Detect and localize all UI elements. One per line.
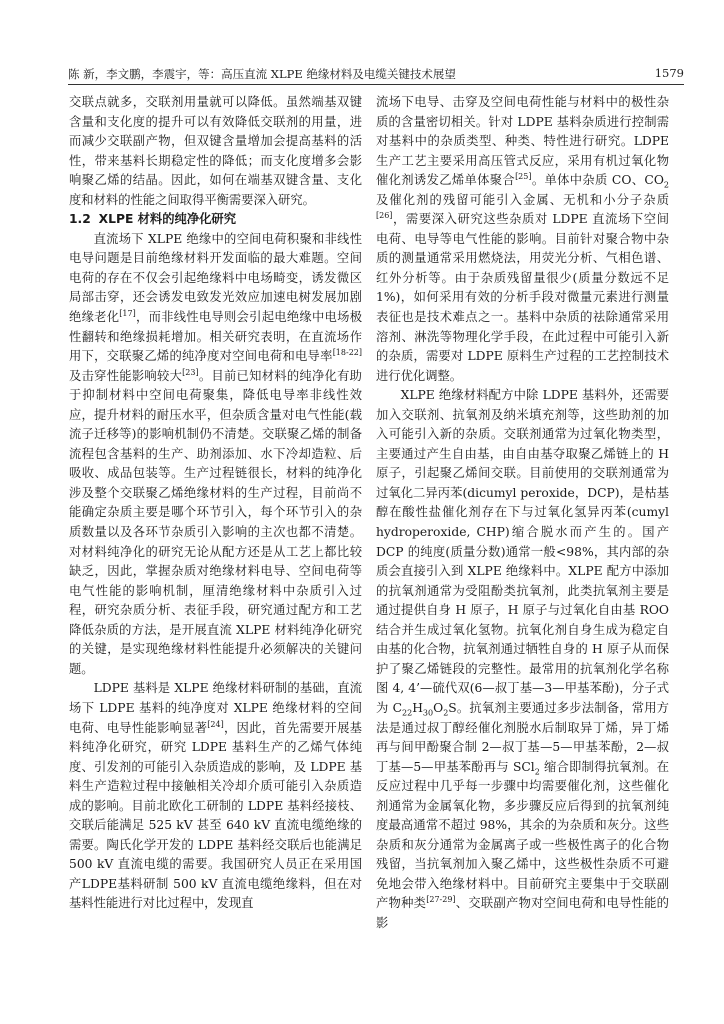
subscript: 2	[663, 180, 669, 190]
paragraph	[69, 679, 362, 914]
citation: [18-22]	[332, 348, 362, 358]
paragraph: 交联点就多，交联剂用量就可以降低。虽然端基双键含量和支化度的提升可以有效降低交联剂的用量，进而减少交联副产物，但双键含量增加会提高基料的活性，带来基料长期稳定性的降低；而支化度增多会影响聚乙烯的结晶。因此，如何在端基双键含量、支化度和材料的性能之间取得平衡需要深入研究。	[69, 95, 362, 207]
page-number: 1579	[654, 66, 684, 80]
left-column	[69, 93, 362, 914]
text-run: LDPE 基料是 XLPE 绝缘材料研制的基础，直流场下 LDPE 基料的纯净度对 XLPE 绝缘材料的空间电荷、电导性能影响显著	[69, 681, 362, 735]
section-number: 1.2	[69, 212, 91, 227]
formula-element: S	[448, 700, 457, 715]
text-run: 流场下电导、击穿及空间电荷性能与材料中的极性杂质的含量密切相关。针对 LDPE 基料杂质进行控制需对基料中的杂质类型、种类、特性进行研究。LDPE 生产工艺主要采用高压管式反应，采用有机过氧化物催化剂诱发乙烯单体聚合	[376, 95, 669, 188]
section-title: XLPE 材料的纯净化研究	[98, 212, 237, 227]
formula-element: H	[412, 700, 423, 715]
text-run: 及击穿性能影响较大	[69, 368, 183, 383]
right-column	[376, 93, 669, 934]
citation: [26]	[376, 211, 393, 221]
citation: [24]	[207, 719, 224, 729]
running-header	[68, 64, 684, 85]
paragraph	[69, 230, 362, 680]
text-run: ，因此，首先需要开展基料纯净化研究，研究 LDPE 基料生产的乙烯气体纯度、引发剂的可能引入杂质造成的影响，及 LDPE 基料生产造粒过程中接触相关冷却介质可能引入杂质造成的影响。目前北欧化工研制的 LDPE 基料经接枝、交联后能满足 525 kV 甚至 640 kV 直流电缆绝缘的需要。陶氏化学开发的 LDPE 基料经交联后也能满足 500 kV 直流电缆的需要。我国研究人员正在采用国产LDPE基料研制 500 kV 直流电缆绝缘料，但在对基料性能进行对比过程中，发现直	[69, 720, 362, 911]
paragraph	[376, 93, 669, 386]
text-run: 、交联副产物对空间电荷和电导性能的影	[376, 896, 669, 930]
subscript: 2	[443, 708, 449, 718]
citation: [25]	[515, 172, 532, 182]
text-run: ，而非线性电导则会引起电绝缘中电场极性翻转和绝缘损耗增加。相关研究表明，在直流场作用下，交联聚乙烯的纯净度对空间电荷和电导率	[69, 310, 362, 364]
text-run: ，需要深入研究这些杂质对 LDPE 直流场下空间电荷、电导等电气性能的影响。目前针对聚合物中杂质的测量通常采用燃烧法，用荧光分析、气相色谱、红外分析等。由于杂质残留量很少(质量分数远不足 1%)，如何采用有效的分析手段对微量元素进行测量表征也是技术难点之一。基料中杂质的祛除通常采用溶剂、淋洗等物理化学手段，在此过程中可能引入新的杂质，需要对 LDPE 原料生产过程的工艺控制技术进行优化调整。	[376, 212, 669, 383]
subscript: 2	[534, 767, 540, 777]
text-run: XLPE 绝缘材料配方中除 LDPE 基料外，还需要加入交联剂、抗氧剂及纳米填充剂等，这些助剂的加入可能引入新的杂质。交联剂通常为过氧化物类型，主要通过产生自由基，由自由基夺取聚乙烯链上的 H 原子，引起聚乙烯间交联。目前使用的交联剂通常为过氧化二异丙苯(dicumyl peroxide，DCP)，是枯基醇在酸性盐催化剂存在下与过氧化氢异丙苯(cumyl hydroperoxide, CHP)缩合脱水而产生的。国产 DCP 的纯度(质量分数)通常一般<98%，其内部的杂质会直接引入到 XLPE 绝缘料中。XLPE 配方中添加的抗氧剂通常为受阻酚类抗氧剂，此类抗氧剂主要是通过提供自身 H 原子，H 原子与过氧化自由基 ROO 结合并生成过氧化氢物。抗氧化剂自身生成为稳定自由基的化合物，抗氧剂通过牺牲自身的 H 原子从而保护了聚乙烯链段的完整性。最常用的抗氧剂化学名称图 4, 4’—硫代双(6—叔丁基—3—甲基苯酚)，分子式为 C	[376, 388, 669, 715]
text-run: 及催化剂的残留可能引入金属、无机和小分子杂质	[376, 192, 669, 207]
text-run: 直流场下 XLPE 绝缘中的空间电荷积聚和非线性电导问题是目前绝缘材料开发面临的最大难题。空间电荷的存在不仅会引起绝缘料中电场畸变，诱发微区局部击穿，还会诱发电致发光效应加速电树发展加剧绝缘老化	[69, 231, 362, 325]
formula-element: O	[433, 700, 444, 715]
citation: [17]	[119, 308, 136, 318]
subscript: 30	[422, 708, 434, 718]
header-authors-title: 陈 新，李文鹏，李震宇，等：高压直流 XLPE 绝缘材料及电缆关键技术展望	[68, 67, 456, 81]
text-run: 。单体中杂质 CO、CO	[531, 173, 664, 188]
text-run: 缩合即制得抗氧剂。在反应过程中几乎每一步骤中均需要催化剂，这些催化剂通常为金属氧化物，多步骤反应后得到的抗氧剂纯度最高通常不超过 98%，其余的为杂质和灰分。这些杂质和灰分通常为金属离子或一些极性离子的化合物残留，当抗氧剂加入聚乙烯中，这些极性杂质不可避免地会带入绝缘材料中。目前研究主要集中于交联副产物种类	[376, 759, 669, 911]
citation: [23]	[182, 367, 199, 377]
text-run: 。目前已知材料的纯净化有助于抑制材料中空间电荷聚集，降低电导率非线性效应，提升材料的耐压水平，但杂质含量对电气性能(载流子迁移等)的影响机制仍不清楚。交联聚乙烯的制备流程包含基料的生产、助剂添加、水下冷却造粒、后吸收、成品包装等。生产过程链很长，材料的纯净化涉及整个交联聚乙烯绝缘材料的生产过程，目前尚不能确定杂质主要是哪个环节引入，每个环节引入的杂质数量以及各环节杂质引入影响的主次也都不清楚。对材料纯净化的研究无论从配方还是从工艺上都比较缺乏，因此，掌握杂质对绝缘材料电导、空间电荷等电气性能的影响机制，厘清绝缘材料中杂质引入过程，研究杂质分析、表征手段，研究通过配方和工艺降低杂质的方法，是开展直流 XLPE 材料纯净化研究的关键，是实现绝缘材料性能提升必须解决的关键问题。	[69, 368, 362, 676]
text-run: 。抗氧剂主要通过多步法制备，常用方法是通过叔丁醇经催化剂脱水后制取异丁烯，异丁烯再与间甲酚聚合制 2—叔丁基—5—甲基苯酚，2—叔丁基—5—甲基苯酚再与 SCl	[376, 700, 669, 774]
section-heading	[69, 210, 362, 230]
citation: [27-29]	[426, 895, 456, 905]
paragraph	[376, 386, 669, 933]
subscript: 22	[402, 708, 413, 718]
